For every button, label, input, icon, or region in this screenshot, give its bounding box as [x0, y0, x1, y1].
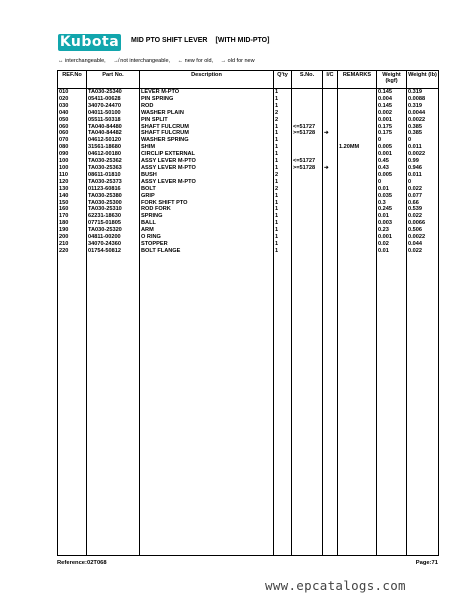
description-cell: CIRCLIP EXTERNAL [140, 151, 274, 158]
qty-cell: 1 [274, 234, 292, 241]
table-filler-row [58, 255, 439, 556]
weight-kgf-cell: 0.02 [377, 241, 407, 248]
weight-lb-cell: 0.0022 [407, 117, 439, 124]
legend-new-for-old: ← new for old, [177, 58, 214, 64]
qty-cell: 2 [274, 172, 292, 179]
weight-lb-cell: 0 [407, 179, 439, 186]
ref-cell: 080 [58, 144, 87, 151]
table-row [58, 103, 439, 110]
qty-cell: 1 [274, 213, 292, 220]
description-cell: SHAFT FULCRUM [140, 124, 274, 131]
ic-cell [323, 172, 338, 179]
table-row [58, 172, 439, 179]
ref-cell: 140 [58, 193, 87, 200]
weight-lb-cell: 0.0022 [407, 234, 439, 241]
description-cell: ARM [140, 227, 274, 234]
part-no-cell: TA030-25340 [87, 89, 140, 96]
part-no-cell: 62231-18630 [87, 213, 140, 220]
serial-no-cell: >=51728 [292, 165, 323, 172]
serial-no-cell [292, 89, 323, 96]
ic-cell [323, 110, 338, 117]
serial-no-cell [292, 103, 323, 110]
page-number: Page:71 [415, 560, 438, 566]
ic-cell [323, 220, 338, 227]
description-cell: SHAFT FULCRUM [140, 130, 274, 137]
qty-cell: 1 [274, 179, 292, 186]
remarks-cell [338, 227, 377, 234]
table-row [58, 124, 439, 131]
remarks-cell [338, 130, 377, 137]
weight-lb-cell: 0.385 [407, 124, 439, 131]
ic-cell [323, 158, 338, 165]
ic-cell [323, 227, 338, 234]
interchangeability-legend [58, 58, 261, 64]
ic-cell [323, 200, 338, 207]
weight-kgf-cell: 0.45 [377, 158, 407, 165]
remarks-cell: 1.20MM [338, 144, 377, 151]
remarks-cell [338, 117, 377, 124]
ref-cell: 180 [58, 220, 87, 227]
col-remarks: REMARKS [338, 71, 377, 89]
remarks-cell [338, 103, 377, 110]
qty-cell: 1 [274, 158, 292, 165]
serial-no-cell [292, 137, 323, 144]
ic-cell [323, 241, 338, 248]
empty-cell [377, 255, 407, 556]
ic-cell [323, 234, 338, 241]
ic-cell [323, 124, 338, 131]
serial-no-cell [292, 220, 323, 227]
table-row [58, 200, 439, 207]
ref-cell: 010 [58, 89, 87, 96]
part-no-cell: 04612-50120 [87, 137, 140, 144]
ic-cell [323, 193, 338, 200]
part-no-cell: 04011-50100 [87, 110, 140, 117]
qty-cell: 2 [274, 186, 292, 193]
weight-kgf-cell: 0.145 [377, 103, 407, 110]
table-row [58, 130, 439, 137]
remarks-cell [338, 193, 377, 200]
ic-cell [323, 144, 338, 151]
legend-old-for-new: → old for new [220, 58, 255, 64]
weight-lb-cell: 0.044 [407, 241, 439, 248]
part-no-cell: 34070-24360 [87, 241, 140, 248]
weight-kgf-cell: 0.245 [377, 206, 407, 213]
title-suffix: [WITH MID-PTO] [215, 37, 270, 44]
col-weight-kgf: Weight (kgf) [377, 71, 407, 89]
col-ic: I/C [323, 71, 338, 89]
part-no-cell: TA030-25310 [87, 206, 140, 213]
table-row [58, 117, 439, 124]
remarks-cell [338, 158, 377, 165]
part-no-cell: TA030-25320 [87, 227, 140, 234]
weight-kgf-cell: 0.005 [377, 172, 407, 179]
description-cell: BALL [140, 220, 274, 227]
description-cell: O RING [140, 234, 274, 241]
col-serial-no: S.No. [292, 71, 323, 89]
ref-cell: 090 [58, 151, 87, 158]
table-header-row [58, 71, 439, 89]
remarks-cell [338, 241, 377, 248]
qty-cell: 1 [274, 130, 292, 137]
ref-cell: 060 [58, 124, 87, 131]
qty-cell: 1 [274, 137, 292, 144]
description-cell: ASSY LEVER M-PTO [140, 158, 274, 165]
description-cell: WASHER SPRING [140, 137, 274, 144]
table-row [58, 158, 439, 165]
empty-cell [338, 255, 377, 556]
weight-lb-cell: 0.0066 [407, 220, 439, 227]
empty-cell [407, 255, 439, 556]
qty-cell: 1 [274, 248, 292, 255]
weight-lb-cell: 0.0022 [407, 151, 439, 158]
qty-cell: 1 [274, 151, 292, 158]
weight-lb-cell: 0.319 [407, 103, 439, 110]
ic-cell [323, 117, 338, 124]
remarks-cell [338, 124, 377, 131]
weight-lb-cell: 0.385 [407, 130, 439, 137]
remarks-cell [338, 213, 377, 220]
serial-no-cell [292, 110, 323, 117]
remarks-cell [338, 206, 377, 213]
description-cell: ASSY LEVER M-PTO [140, 179, 274, 186]
serial-no-cell [292, 213, 323, 220]
serial-no-cell [292, 227, 323, 234]
ref-cell: 030 [58, 103, 87, 110]
description-cell: BOLT FLANGE [140, 248, 274, 255]
weight-lb-cell: 0.011 [407, 144, 439, 151]
ref-cell: 130 [58, 186, 87, 193]
ref-cell: 050 [58, 117, 87, 124]
part-no-cell: TA040-84482 [87, 130, 140, 137]
ref-cell: 100 [58, 165, 87, 172]
serial-no-cell [292, 241, 323, 248]
table-row [58, 89, 439, 96]
remarks-cell [338, 151, 377, 158]
qty-cell: 1 [274, 220, 292, 227]
part-no-cell: TA030-25363 [87, 165, 140, 172]
qty-cell: 2 [274, 110, 292, 117]
serial-no-cell [292, 144, 323, 151]
table-row [58, 193, 439, 200]
weight-kgf-cell: 0.145 [377, 89, 407, 96]
table-row [58, 110, 439, 117]
weight-kgf-cell: 0.001 [377, 234, 407, 241]
weight-kgf-cell: 0.002 [377, 110, 407, 117]
weight-kgf-cell: 0.175 [377, 124, 407, 131]
empty-cell [292, 255, 323, 556]
part-no-cell: TA030-25380 [87, 193, 140, 200]
table-row [58, 248, 439, 255]
ref-cell: 060 [58, 130, 87, 137]
weight-kgf-cell: 0.005 [377, 144, 407, 151]
table-row [58, 186, 439, 193]
empty-cell [323, 255, 338, 556]
watermark: www.epcatalogs.com [265, 578, 406, 593]
weight-kgf-cell: 0.003 [377, 220, 407, 227]
description-cell: GRIP [140, 193, 274, 200]
qty-cell: 2 [274, 117, 292, 124]
reference-code: Reference:02T068 [57, 560, 107, 566]
ic-cell [323, 151, 338, 158]
col-part-no: Part No. [87, 71, 140, 89]
table-row [58, 144, 439, 151]
description-cell: LEVER M-PTO [140, 89, 274, 96]
weight-lb-cell: 0.077 [407, 193, 439, 200]
remarks-cell [338, 89, 377, 96]
weight-kgf-cell: 0.43 [377, 165, 407, 172]
description-cell: BUSH [140, 172, 274, 179]
weight-lb-cell: 0 [407, 137, 439, 144]
weight-kgf-cell: 0.01 [377, 213, 407, 220]
ref-cell: 120 [58, 179, 87, 186]
part-no-cell: 04811-00200 [87, 234, 140, 241]
weight-kgf-cell: 0.23 [377, 227, 407, 234]
qty-cell: 1 [274, 165, 292, 172]
remarks-cell [338, 165, 377, 172]
qty-cell: 1 [274, 241, 292, 248]
weight-kgf-cell: 0 [377, 137, 407, 144]
serial-no-cell [292, 234, 323, 241]
remarks-cell [338, 96, 377, 103]
description-cell: BOLT [140, 186, 274, 193]
empty-cell [140, 255, 274, 556]
description-cell: ROD FORK [140, 206, 274, 213]
ref-cell: 160 [58, 206, 87, 213]
ref-cell: 150 [58, 200, 87, 207]
weight-lb-cell: 0.0044 [407, 110, 439, 117]
title-text: MID PTO SHIFT LEVER [131, 37, 208, 44]
ic-cell [323, 186, 338, 193]
part-no-cell: 01754-50812 [87, 248, 140, 255]
serial-no-cell [292, 151, 323, 158]
ic-cell [323, 96, 338, 103]
qty-cell: 1 [274, 200, 292, 207]
part-no-cell: 34070-24470 [87, 103, 140, 110]
serial-no-cell: <=51727 [292, 158, 323, 165]
description-cell: ASSY LEVER M-PTO [140, 165, 274, 172]
table-row [58, 137, 439, 144]
weight-lb-cell: 0.319 [407, 89, 439, 96]
table-row [58, 179, 439, 186]
remarks-cell [338, 179, 377, 186]
serial-no-cell: >=51728 [292, 130, 323, 137]
qty-cell: 1 [274, 227, 292, 234]
serial-no-cell [292, 172, 323, 179]
qty-cell: 1 [274, 144, 292, 151]
ref-cell: 070 [58, 137, 87, 144]
weight-kgf-cell: 0.004 [377, 96, 407, 103]
part-no-cell: TA040-84480 [87, 124, 140, 131]
description-cell: WASHER PLAIN [140, 110, 274, 117]
weight-kgf-cell: 0.001 [377, 117, 407, 124]
table-row [58, 241, 439, 248]
col-qty: Q'ty [274, 71, 292, 89]
weight-lb-cell: 0.022 [407, 186, 439, 193]
description-cell: SHIM [140, 144, 274, 151]
ref-cell: 190 [58, 227, 87, 234]
weight-lb-cell: 0.99 [407, 158, 439, 165]
ic-cell: ➔ [323, 165, 338, 172]
remarks-cell [338, 248, 377, 255]
weight-lb-cell: 0.0088 [407, 96, 439, 103]
ic-cell [323, 179, 338, 186]
ref-cell: 110 [58, 172, 87, 179]
weight-kgf-cell: 0.01 [377, 248, 407, 255]
remarks-cell [338, 186, 377, 193]
weight-kgf-cell: 0.3 [377, 200, 407, 207]
ref-cell: 170 [58, 213, 87, 220]
ref-cell: 200 [58, 234, 87, 241]
serial-no-cell [292, 248, 323, 255]
description-cell: STOPPER [140, 241, 274, 248]
col-description: Description [140, 71, 274, 89]
col-ref: REF.No [58, 71, 87, 89]
part-no-cell: 07715-01805 [87, 220, 140, 227]
ic-cell [323, 137, 338, 144]
table-row [58, 151, 439, 158]
description-cell: FORK SHIFT PTO [140, 200, 274, 207]
ic-cell: ➔ [323, 130, 338, 137]
serial-no-cell [292, 200, 323, 207]
empty-cell [58, 255, 87, 556]
remarks-cell [338, 110, 377, 117]
part-no-cell: 08611-01810 [87, 172, 140, 179]
serial-no-cell [292, 186, 323, 193]
part-no-cell: 05511-50318 [87, 117, 140, 124]
part-no-cell: 31561-18680 [87, 144, 140, 151]
ref-cell: 040 [58, 110, 87, 117]
kubota-logo: Kubota [59, 34, 120, 50]
description-cell: ROD [140, 103, 274, 110]
legend-interchangeable: ↔ interchangeable, [58, 58, 106, 64]
ic-cell [323, 206, 338, 213]
qty-cell: 1 [274, 124, 292, 131]
empty-cell [87, 255, 140, 556]
serial-no-cell [292, 96, 323, 103]
weight-lb-cell: 0.011 [407, 172, 439, 179]
table-row [58, 206, 439, 213]
weight-kgf-cell: 0.001 [377, 151, 407, 158]
weight-kgf-cell: 0.175 [377, 130, 407, 137]
qty-cell: 1 [274, 96, 292, 103]
part-no-cell: 04612-00180 [87, 151, 140, 158]
ref-cell: 020 [58, 96, 87, 103]
remarks-cell [338, 200, 377, 207]
qty-cell: 1 [274, 193, 292, 200]
weight-kgf-cell: 0.035 [377, 193, 407, 200]
qty-cell: 1 [274, 206, 292, 213]
weight-lb-cell: 0.946 [407, 165, 439, 172]
description-cell: PIN SPRING [140, 96, 274, 103]
weight-kgf-cell: 0.01 [377, 186, 407, 193]
empty-cell [274, 255, 292, 556]
qty-cell: 1 [274, 89, 292, 96]
serial-no-cell [292, 117, 323, 124]
description-cell: PIN SPLIT [140, 117, 274, 124]
table-row [58, 220, 439, 227]
part-no-cell: TA030-25362 [87, 158, 140, 165]
ic-cell [323, 213, 338, 220]
part-no-cell: 05411-00628 [87, 96, 140, 103]
page-title [131, 37, 269, 44]
parts-table-body [58, 89, 439, 556]
ic-cell [323, 89, 338, 96]
part-no-cell: 01123-60816 [87, 186, 140, 193]
serial-no-cell [292, 179, 323, 186]
serial-no-cell [292, 206, 323, 213]
remarks-cell [338, 220, 377, 227]
table-row [58, 96, 439, 103]
ref-cell: 220 [58, 248, 87, 255]
serial-no-cell: <=51727 [292, 124, 323, 131]
weight-lb-cell: 0.022 [407, 248, 439, 255]
ref-cell: 210 [58, 241, 87, 248]
ic-cell [323, 248, 338, 255]
remarks-cell [338, 137, 377, 144]
description-cell: SPRING [140, 213, 274, 220]
ref-cell: 100 [58, 158, 87, 165]
serial-no-cell [292, 193, 323, 200]
ic-cell [323, 103, 338, 110]
part-no-cell: TA030-25373 [87, 179, 140, 186]
table-row [58, 234, 439, 241]
parts-table [57, 70, 439, 556]
weight-lb-cell: 0.66 [407, 200, 439, 207]
part-no-cell: TA030-25300 [87, 200, 140, 207]
col-weight-lb: Weight (lb) [407, 71, 439, 89]
table-row [58, 213, 439, 220]
remarks-cell [338, 234, 377, 241]
qty-cell: 1 [274, 103, 292, 110]
weight-lb-cell: 0.539 [407, 206, 439, 213]
weight-lb-cell: 0.022 [407, 213, 439, 220]
remarks-cell [338, 172, 377, 179]
legend-not-interchangeable: ↛ not interchangeable, [113, 58, 171, 64]
table-row [58, 165, 439, 172]
table-row [58, 227, 439, 234]
weight-lb-cell: 0.506 [407, 227, 439, 234]
weight-kgf-cell: 0 [377, 179, 407, 186]
